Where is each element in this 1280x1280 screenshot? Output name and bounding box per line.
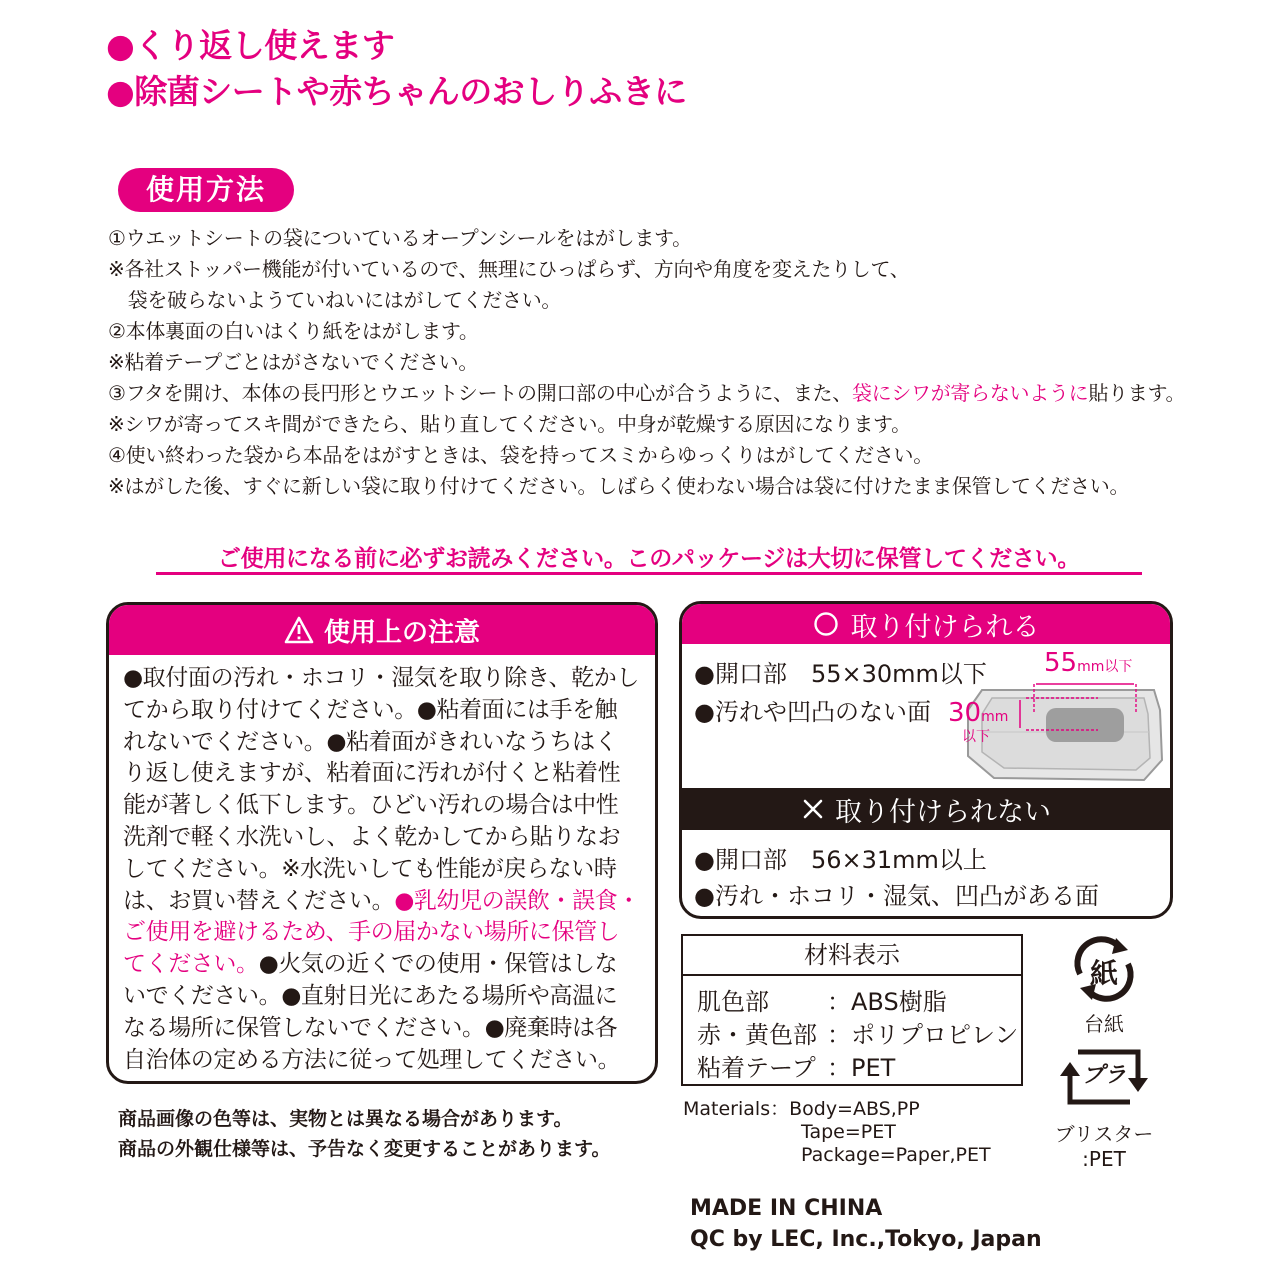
feature-use-case: ●除菌シートや赤ちゃんのおしりふきに (106, 72, 687, 111)
usage-heading: 使用方法 (118, 168, 294, 212)
height-limit: 以下 (962, 729, 990, 745)
cannot-attach-header (682, 788, 1170, 830)
caution-child-warning: ご使用を避けるため、手の届かない場所に保管し (123, 919, 620, 946)
caution-line: 洗剤で軽く水洗いし、よく乾かしてから貼りなお (123, 823, 621, 850)
caution-line: なる場所に保管しないでください。●廃棄時は各 (123, 1014, 618, 1041)
can-attach-surface: ●汚れや凹凸のない面 (694, 698, 931, 726)
caution-line: り返し使えますが、粘着面に汚れが付くと粘着性 (123, 760, 621, 787)
made-in: MADE IN CHINA (690, 1196, 883, 1221)
feature-reusable: ●くり返し使えます (106, 26, 395, 65)
can-attach-opening-size: ●開口部 55×30mm以下 (694, 660, 987, 688)
circle-ok-icon (813, 611, 839, 637)
attachment-panel (679, 601, 1173, 919)
caution-line: いでください。●直射日光にあたる場所や高温に (123, 982, 618, 1009)
caution-text (123, 663, 645, 1076)
width-limit: 以下 (1104, 659, 1133, 675)
caution-line: てから取り付けてください。●粘着面には手を触 (123, 696, 618, 723)
usage-note: 袋を破らないようていねいにはがしてください。 (108, 288, 562, 312)
usage-note: ※粘着テープごとはがさないでください。 (108, 350, 479, 374)
materials-english-line (683, 1098, 991, 1121)
cannot-attach-title: 取り付けられない (835, 796, 1051, 828)
read-before-use-notice: ご使用になる前に必ずお読みください。このパッケージは大切に保管してください。 (217, 546, 1081, 572)
materials-part: 肌色部 (697, 988, 769, 1016)
caution-text-segment: は、お買い替えください。 (123, 887, 395, 914)
cross-ng-icon (801, 797, 825, 821)
can-attach-header (682, 604, 1170, 644)
caution-line (123, 886, 645, 918)
usage-step-text: ③フタを開け、本体の長円形とウエットシートの開口部の中心が合うように、また、 (108, 381, 852, 405)
usage-note: ※はがした後、すぐに新しい袋に取り付けてください。しばらく使わない場合は袋に付けたまま保管してください。 (108, 474, 1130, 498)
materials-part: 粘着テープ (697, 1054, 816, 1082)
caution-text-segment: ●火気の近くでの使用・保管はしな (258, 951, 618, 978)
caution-line (123, 949, 645, 981)
materials-english-package: Package=Paper,PET (801, 1144, 991, 1166)
disclaimer-color: 商品画像の色等は、実物とは異なる場合があります。 (118, 1108, 573, 1130)
usage-step: ②本体裏面の白いはくり紙をはがします。 (108, 319, 479, 343)
width-value: 55 (1044, 648, 1078, 678)
disclaimer-spec: 商品の外観仕様等は、予告なく変更することがあります。 (118, 1138, 611, 1160)
materials-value: ：ポリプロピレン (827, 1021, 1019, 1049)
plastic-mark-material: :PET (1082, 1147, 1126, 1171)
height-value: 30 (948, 698, 982, 728)
caution-header (109, 605, 655, 655)
materials-title: 材料表示 (683, 936, 1021, 976)
caution-line: 能が著しく低下します。ひどい汚れの場合は中性 (123, 792, 619, 819)
plastic-mark-text: プラ (1081, 1063, 1126, 1088)
height-unit: mm (981, 709, 1009, 725)
caution-line: ●取付面の汚れ・ホコリ・湿気を取り除き、乾かし (123, 665, 639, 691)
materials-value: ：PET (827, 1054, 896, 1082)
quality-control: QC by LEC, Inc.,Tokyo, Japan (690, 1227, 1042, 1252)
caution-line: してください。※水洗いしても性能が戻らない時 (123, 855, 617, 882)
cannot-attach-surface: ●汚れ・ホコリ・湿気、凹凸がある面 (694, 882, 1099, 910)
caution-child-warning: ●乳幼児の誤飲・誤食・ (394, 887, 640, 914)
materials-row (697, 1015, 1018, 1050)
paper-recycle-mark (1066, 934, 1142, 1037)
warning-icon (284, 616, 314, 644)
height-dimension-label (948, 698, 1008, 728)
caution-title: 使用上の注意 (323, 617, 480, 648)
width-unit: mm (1077, 659, 1105, 675)
usage-note: ※各社ストッパー機能が付いているので、無理にひっぱらず、方向や角度を変えたりして、 (108, 257, 910, 281)
materials-english (683, 1098, 991, 1167)
plastic-mark-label: ブリスター (1054, 1122, 1154, 1146)
caution-child-warning: てください。 (123, 951, 259, 978)
usage-step-emphasis: 袋にシワが寄らないように (851, 381, 1089, 405)
materials-row (697, 982, 947, 1017)
materials-value: ：ABS樹脂 (827, 988, 947, 1016)
paper-mark-text: 紙 (1089, 957, 1118, 990)
materials-table (681, 934, 1023, 1086)
usage-step: ①ウエットシートの袋についているオープンシールをはがします。 (108, 226, 692, 250)
materials-english-body: Body=ABS,PP (789, 1098, 920, 1120)
usage-step (108, 377, 1185, 406)
caution-line: れないでください。●粘着面がきれいなうちはく (123, 728, 618, 755)
cannot-attach-opening-size: ●開口部 56×31mm以上 (694, 846, 987, 874)
can-attach-title: 取り付けられる (850, 611, 1040, 643)
notice-underline (156, 572, 1142, 575)
materials-row (697, 1048, 895, 1083)
materials-english-tape: Tape=PET (801, 1121, 896, 1143)
usage-step: ④使い終わった袋から本品をはがすときは、袋を持ってスミからゆっくりはがしてください。 (108, 443, 933, 467)
width-dimension-label (1044, 648, 1132, 678)
materials-part: 赤・黄色部 (697, 1021, 817, 1049)
usage-note: ※シワが寄ってスキ間ができたら、貼り直してください。中身が乾燥する原因になります。 (108, 412, 911, 436)
materials-english-label: Materials： (683, 1098, 790, 1120)
caution-panel (106, 602, 658, 1084)
plastic-recycle-mark (1054, 1046, 1154, 1171)
caution-line: 自治体の定める方法に従って処理してください。 (123, 1046, 621, 1073)
usage-step-text: 貼ります。 (1088, 381, 1186, 405)
paper-mark-label: 台紙 (1084, 1012, 1124, 1036)
